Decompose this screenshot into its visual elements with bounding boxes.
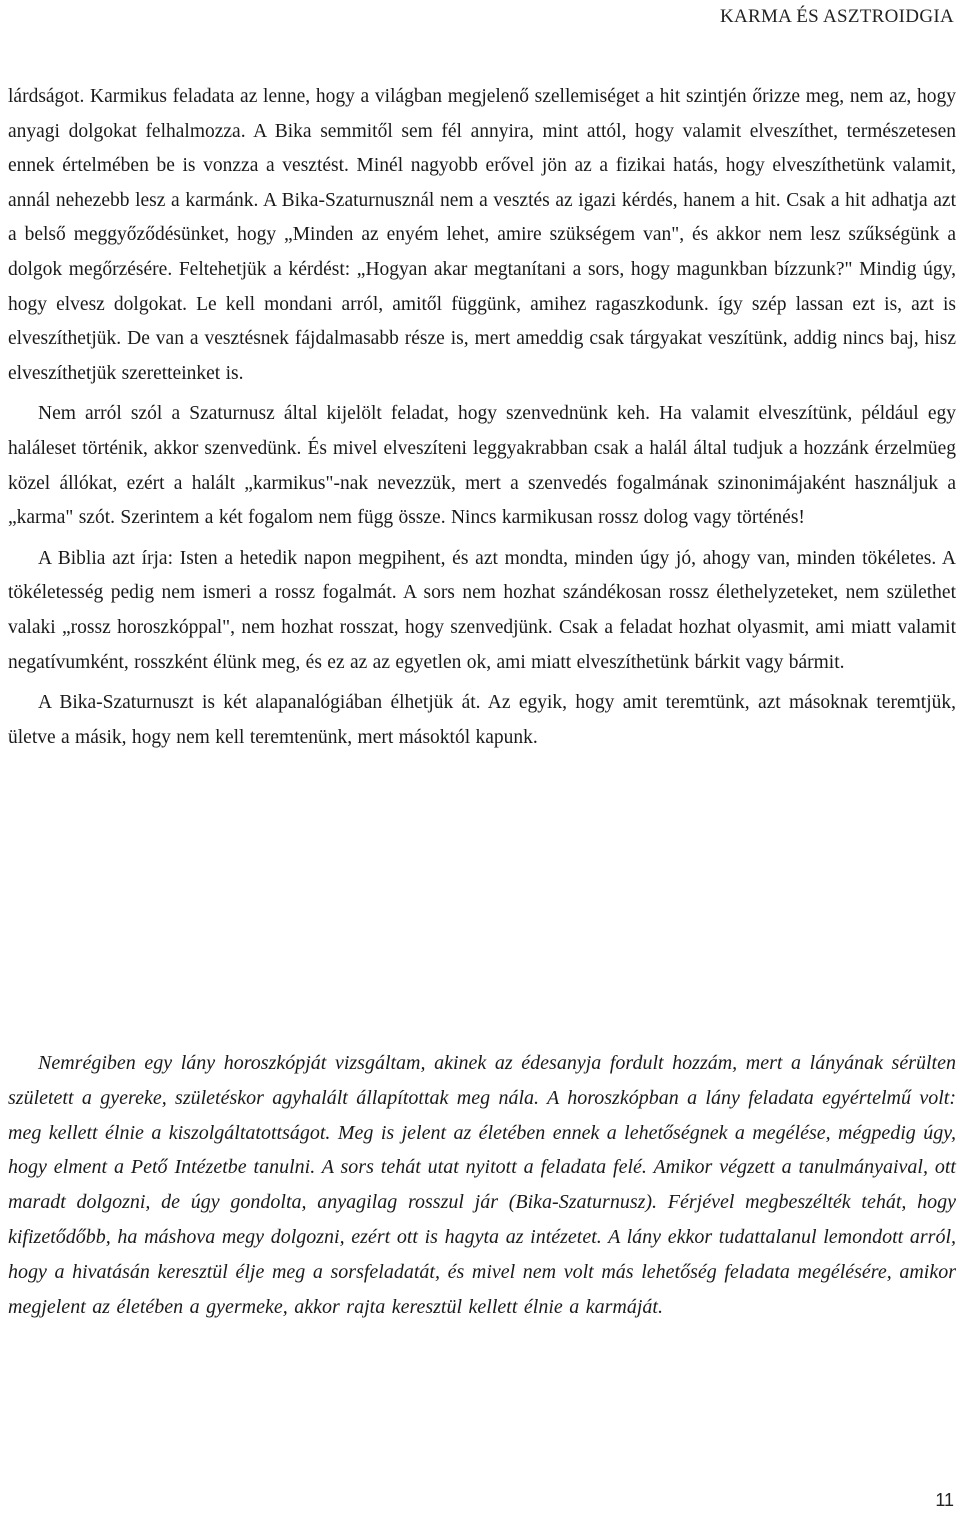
page-number: 11 [935,1490,954,1510]
main-text-block [8,80,956,761]
case-study-paragraph: Nemrégiben egy lány horoszkópját vizsgáltam, akinek az édesanyja fordult hozzám, mert a lányának sérülten született a gyereke, születéskor agyhalált állapítottak meg nála. A horoszkópban a lány feladata egyértelmű volt: meg kellett élnie a kiszolgáltatottságot. Meg is jelent az életében ennek a lehetőségnek a megélése, mégpedig úgy, hogy elment a Pető Intézetbe tanulni. A sors tehát utat nyitott a feladata felé. Amikor végzett a tanulmányaival, ott maradt dolgozni, de úgy gondolta, anyagilag rosszul jár (Bika-Szaturnusz). Férjével megbeszélték tehát, hogy kifizetődőbb, ha máshova megy dolgozni, ezért ott is hagyta az intézetet. A lány ekkor tudattalanul lemondott arról, hogy a hivatásán keresztül élje meg a sorsfeladatát, és mivel nem volt más lehetőség feladata megélésére, amikor megjelent az életében a gyermeke, akkor rajta keresztül kellett élnie a karmáját. [8,1052,956,1318]
running-head-title: KARMA ÉS ASZTROIDGIA [719,6,954,27]
paragraph-4: A Bika-Szaturnuszt is két alapanalógiában élhetjük át. Az egyik, hogy amit teremtünk, azt másoknak teremtjük, ületve a másik, hogy nem kell teremtenünk, mert másoktól kapunk. [8,692,956,748]
case-study-block [8,1046,956,1324]
paragraph-3: A Biblia azt írja: Isten a hetedik napon megpihent, és azt mondta, minden úgy jó, ahogy van, minden tökéletes. A tökéletesség pedig nem ismeri a rossz fogalmát. A sors nem hozhat szándékosan rossz élethelyzeteket, nem születhet valaki „rossz horoszkóppal", nem hozhat rosszat, hogy szenvedjünk. Csak a feladat hozhat olyasmit, ami miatt valamit negatívumként, rosszként élünk meg, és ez az az egyetlen ok, ami miatt elveszíthetünk bárkit vagy bármit. [8,547,956,673]
paragraph-2: Nem arról szól a Szaturnusz által kijelölt feladat, hogy szenvednünk keh. Ha valamit elveszítünk, például egy haláleset történik, akkor szenvedünk. És mivel elveszíteni leggyakrabban csak a halál által tudjuk a hozzánk érzelmüeg közel állókat, ezért a halált „karmikus"-nak nevezzük, mert a szenvedés fogalmának szinonimájaként használjuk a „karma" szót. Szerintem a két fogalom nem függ össze. Nincs karmikusan rossz dolog vagy történés! [8,403,956,529]
paragraph-1: lárdságot. Karmikus feladata az lenne, hogy a világban megjelenő szellemiséget a hit szintjén őrizze meg, nem az, hogy anyagi dolgokat felhalmozza. A Bika semmitől sem fél annyira, mint attól, hogy valamit elveszíthet, természetesen ennek értelmében be is vonzza a vesztést. Minél nagyobb erővel jön az a fizikai hatás, hogy elveszíthetünk valamit, annál nehezebb lesz a karmánk. A Bika-Szaturnusznál nem a vesztés az igazi kérdés, hanem a hit. Csak a hit adhatja azt a belső meggyőződésünket, hogy „Minden az enyém lehet, amire szükségem van", és akkor nem lesz szűkségünk a dolgok megőrzésére. Feltehetjük a kérdést: „Hogyan akar megtanítani a sors, hogy magunkban bízzunk?" Mindig úgy, hogy elvesz dolgokat. Le kell mondani arról, amitől függünk, amihez ragaszkodunk. így szép lassan ezt is, azt is elveszíthetjük. De van a vesztésnek fájdalmasabb része is, mert ameddig csak tárgyakat veszítünk, addig nincs baj, hisz elveszíthetjük szeretteinket is. [8,86,956,384]
